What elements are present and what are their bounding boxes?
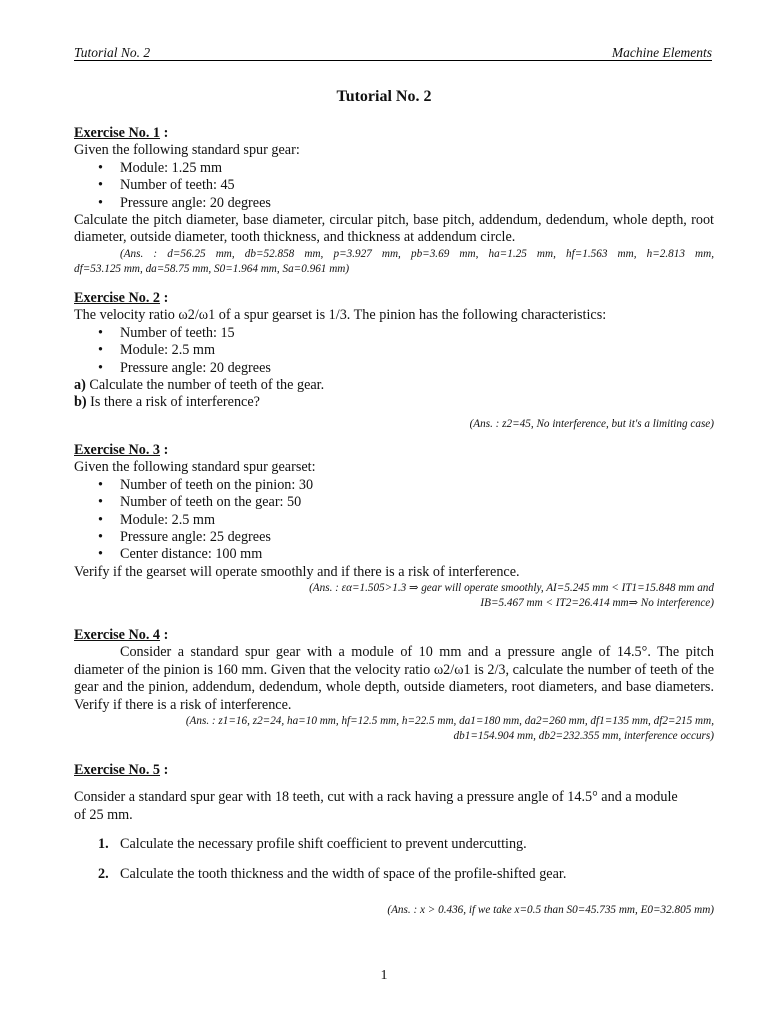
exercise-2-answer: (Ans. : z2=45, No interference, but it's a limiting case) — [469, 417, 714, 430]
exercise-2-intro: The velocity ratio ω2/ω1 of a spur gearset is 1/3. The pinion has the following characteristics: — [74, 307, 607, 324]
exercise-3-task: Verify if the gearset will operate smoothly and if there is a risk of interference. — [74, 563, 520, 580]
list-item: • Number of teeth on the gear: 50 — [74, 494, 714, 511]
exercise-3-answer-line-2: IB=5.467 mm < IT2=26.414 mm⇒ No interference) — [480, 597, 714, 610]
exercise-1-answer-line-1: (Ans. : d=56.25 mm, db=52.858 mm, p=3.927 mm, pb=3.69 mm, ha=1.25 mm, hf=1.563 mm, h=2.813 mm, — [120, 247, 714, 260]
exercise-2 — [74, 290, 714, 432]
exercise-5-text: Consider a standard spur gear with 18 teeth, cut with a rack having a pressure angle of 14.5° and a module of 25 mm. — [74, 789, 678, 823]
page-header — [74, 44, 712, 61]
exercise-1 — [74, 125, 714, 277]
list-item: • Number of teeth: 45 — [74, 177, 714, 194]
list-item: • Number of teeth: 15 — [74, 325, 714, 342]
list-item: • Module: 2.5 mm — [74, 512, 714, 529]
exercise-3-intro: Given the following standard spur gearset: — [74, 459, 316, 476]
list-item: • Pressure angle: 20 degrees — [74, 195, 714, 212]
list-item — [74, 866, 714, 883]
exercise-2-colon: : — [163, 290, 169, 306]
exercise-3-colon: : — [163, 442, 169, 458]
exercise-4 — [74, 627, 714, 744]
exercise-5 — [74, 762, 714, 918]
list-item: • Pressure angle: 25 degrees — [74, 529, 714, 546]
list-item: • Pressure angle: 20 degrees — [74, 360, 714, 377]
exercise-5-colon: : — [163, 762, 169, 778]
exercise-4-title: Exercise No. 4 — [74, 627, 161, 643]
exercise-4-colon: : — [163, 627, 169, 643]
exercise-3-title: Exercise No. 3 — [74, 442, 161, 458]
exercise-4-answer-line-1: (Ans. : z1=16, z2=24, ha=10 mm, hf=12.5 mm, h=22.5 mm, da1=180 mm, da2=260 mm, df1=135 mm, df2=215 mm, — [185, 715, 714, 728]
exercise-3 — [74, 442, 714, 611]
question-b: Is there a risk of interference? — [90, 394, 260, 411]
exercise-3-answer-line-1: (Ans. : εα=1.505>1.3 ⇒ gear will operate smoothly, AI=5.245 mm < IT1=15.848 mm and — [309, 582, 714, 595]
header-left: Tutorial No. 2 — [74, 45, 151, 60]
exercise-5-title: Exercise No. 5 — [74, 762, 161, 778]
list-item — [74, 836, 714, 853]
exercise-1-task: Calculate the pitch diameter, base diameter, circular pitch, base pitch, addendum, dedendum, whole depth, root diameter, outside diameter, tooth thickness, and thickness at addendum circle. — [74, 212, 714, 246]
exercise-5-steps — [74, 836, 714, 883]
step-text: Calculate the tooth thickness and the width of space of the profile-shifted gear. — [120, 865, 567, 882]
page-number: 1 — [380, 968, 388, 983]
exercise-1-answer-line-2: df=53.125 mm, da=58.75 mm, S0=1.964 mm, Sa=0.961 mm) — [74, 262, 350, 275]
list-item: • Center distance: 100 mm — [74, 546, 714, 563]
exercise-1-title: Exercise No. 1 — [74, 125, 161, 141]
list-item: • Number of teeth on the pinion: 30 — [74, 477, 714, 494]
exercise-3-list — [74, 477, 714, 564]
header-right: Machine Elements — [611, 45, 712, 60]
question-a: Calculate the number of teeth of the gear. — [89, 377, 325, 394]
question-b-label: b) — [74, 394, 87, 411]
exercise-2-list — [74, 325, 714, 377]
question-a-label: a) — [74, 377, 86, 394]
exercise-5-answer: (Ans. : x > 0.436, if we take x=0.5 than S0=45.735 mm, E0=32.805 mm) — [387, 904, 714, 917]
exercise-1-intro: Given the following standard spur gear: — [74, 142, 300, 159]
list-item: • Module: 1.25 mm — [74, 160, 714, 177]
exercise-2-title: Exercise No. 2 — [74, 290, 161, 306]
step-number: 1. — [98, 836, 109, 853]
list-item: • Module: 2.5 mm — [74, 342, 714, 359]
exercise-4-text: Consider a standard spur gear with a module of 10 mm and a pressure angle of 14.5°. The pitch diameter of the pinion is 160 mm. Given that the velocity ratio ω2/ω1 is 2/3, calculate the number of teeth of the gear and the pinion, addendum, dedendum, whole depth, outside diameters, root diameters, and base diameters. Verify if there is a risk of interference. — [74, 644, 714, 713]
step-number: 2. — [98, 865, 109, 882]
step-text: Calculate the necessary profile shift coefficient to prevent undercutting. — [120, 836, 527, 853]
exercise-4-answer-line-2: db1=154.904 mm, db2=232.355 mm, interference occurs) — [453, 730, 714, 743]
page-title: Tutorial No. 2 — [336, 88, 432, 105]
exercise-1-colon: : — [163, 125, 169, 141]
exercise-1-list — [74, 160, 714, 212]
